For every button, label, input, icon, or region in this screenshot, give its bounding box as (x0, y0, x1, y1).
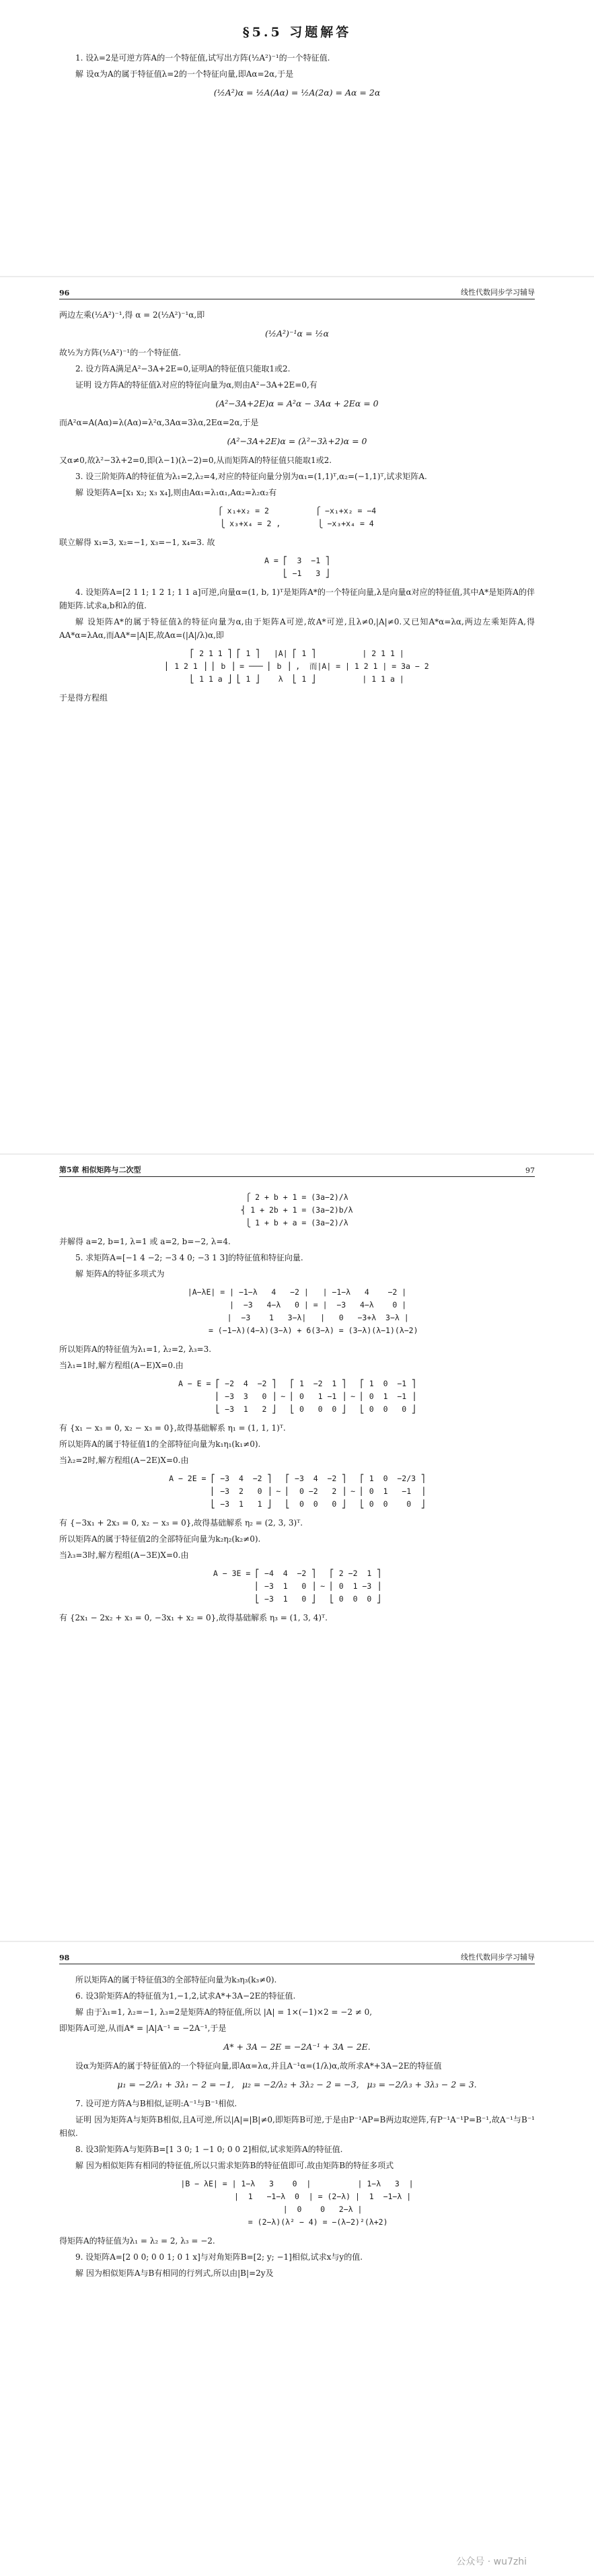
question-7: 7. 设可逆方阵A与B相似,证明:A⁻¹与B⁻¹相似. (75, 2099, 237, 2108)
solution-5: 解 矩阵A的特征多项式为 (75, 1269, 165, 1279)
question-3: 3. 设三阶矩阵A的特征值为λ₁=2,λ₂=4,对应的特征向量分别为α₁=(1,1)ᵀ,α₂=(−1,1)ᵀ,试求矩阵A. (75, 472, 427, 481)
equation: (A²−3A+2E)α = A²α − 3Aα + 2Eα = 0 (215, 398, 379, 408)
page-1 (0, 0, 594, 276)
equation: A* + 3A − 2E = −2A⁻¹ + 3A − 2E. (223, 2042, 371, 2052)
solution-9: 解 因为相似矩阵A与B有相同的行列式,所以由|B|=2y及 (75, 2268, 274, 2278)
page-2-content (59, 308, 535, 707)
text-line: 并解得 a=2, b=1, λ=1 或 a=2, b=−2, λ=4. (59, 1237, 231, 1246)
page-1-content (59, 22, 535, 105)
text-line: 当λ₁=1时,解方程组(A−E)X=0.由 (59, 1361, 184, 1370)
text-line: 又α≠0,故λ²−3λ+2=0,即(λ−1)(λ−2)=0,从而矩阵A的特征值只能取1或2. (59, 456, 332, 465)
question-8: 8. 设3阶矩阵A与矩阵B=[1 3 0; 1 −1 0; 0 0 2]相似,试求矩阵A的特征值. (75, 2145, 343, 2154)
determinant: |B − λE| = | 1−λ 3 0 | | 1−λ 3 | | 1 −1−λ 0 | = (2−λ) | 1 −1−λ | | 0 0 2−λ | = (2−λ)(λ² − 4) = −(λ−2)²(λ+2) (180, 2179, 414, 2227)
watermark: 公众号 · wu7zhi (456, 2556, 527, 2567)
text-line: 即矩阵A可逆,从而A* = |A|A⁻¹ = −2A⁻¹,于是 (59, 2024, 227, 2033)
page-2 (0, 277, 594, 1153)
book-title: 线性代数同步学习辅导 (461, 1953, 535, 1962)
proof-7: 证明 因为矩阵A与矩阵B相似,且A可逆,所以|A|=|B|≠0,即矩阵B可逆,于是由P⁻¹AP=B两边取逆阵,有P⁻¹A⁻¹P=B⁻¹,故A⁻¹与B⁻¹相似. (59, 2115, 535, 2138)
matrix-reduction: A − E = ⎡ −2 4 −2 ⎤ ⎡ 1 −2 1 ⎤ ⎡ 1 0 −1 ⎤ ⎢ −3 3 0 ⎥ ~ ⎢ 0 1 −1 ⎥ ~ ⎢ 0 1 −1 ⎥ ⎣ −3 1 2 ⎦ ⎣ 0 0 0 ⎦ ⎣ 0 0 0 ⎦ (178, 1379, 416, 1414)
page-3-content (59, 1186, 535, 1627)
text-line: 当λ₃=3时,解方程组(A−3E)X=0.由 (59, 1550, 189, 1560)
equation: μ₁ = −2/λ₁ + 3λ₁ − 2 = −1, μ₂ = −2/λ₂ + 3λ₂ − 2 = −3, μ₃ = −2/λ₃ + 3λ₃ − 2 = 3. (117, 2079, 477, 2089)
text-line: 有 {−3x₁ + 2x₃ = 0, x₂ − x₃ = 0},故得基础解系 η₂ = (2, 3, 3)ᵀ. (59, 1518, 303, 1528)
text-line: 所以矩阵A的属于特征值3的全部特征向量为k₃η₃(k₃≠0). (75, 1975, 277, 1984)
question-6: 6. 设3阶矩阵A的特征值为1,−1,2,试求A*+3A−2E的特征值. (75, 1991, 296, 2001)
page-number: 97 (525, 1166, 535, 1175)
question-5: 5. 求矩阵A=[−1 4 −2; −3 4 0; −3 1 3]的特征值和特征向量. (75, 1253, 303, 1262)
chapter-title: 第5章 相似矩阵与二次型 (59, 1166, 141, 1174)
matrix-reduction: A − 2E = ⎡ −3 4 −2 ⎤ ⎡ −3 4 −2 ⎤ ⎡ 1 0 −2/3 ⎤ ⎢ −3 2 0 ⎥ ~ ⎢ 0 −2 2 ⎥ ~ ⎢ 0 1 −1 ⎥ ⎣ −3 1 1 ⎦ ⎣ 0 0 0 ⎦ ⎣ 0 0 0 ⎦ (169, 1474, 425, 1509)
text-line: 两边左乘(½A²)⁻¹,得 α = 2(½A²)⁻¹α,即 (59, 310, 205, 320)
page-3 (0, 1155, 594, 1941)
section-title: §5.5 习题解答 (242, 25, 352, 40)
text-line: 设α为矩阵A的属于特征值λ的一个特征向量,即Aα=λα,并且A⁻¹α=(1/λ)α,故所求A*+3A−2E的特征值 (75, 2061, 442, 2071)
matrix: A = ⎡ 3 −1 ⎤ ⎣ −1 3 ⎦ (264, 556, 330, 578)
solution-4: 解 设矩阵A*的属于特征值λ的特征向量为α,由于矩阵A可逆,故A*可逆,且λ≠0,|A|≠0.又已知A*α=λα,两边左乘矩阵A,得AA*α=λAα,而AA*=|A|E,故Aα=(|A|/λ)α,即 (59, 617, 535, 640)
text-line: 联立解得 x₁=3, x₂=−1, x₃=−1, x₄=3. 故 (59, 538, 215, 547)
text-line: 所以矩阵A的属于特征值1的全部特征向量为k₁η₁(k₁≠0). (59, 1439, 261, 1449)
equation: (A²−3A+2E)α = (λ²−3λ+2)α = 0 (227, 436, 367, 446)
page-4 (0, 1942, 594, 2576)
equation-system: ⎧ 2 + b + 1 = (3a−2)/λ ⎨ 1 + 2b + 1 = (3a−2)b/λ ⎩ 1 + b + a = (3a−2)/λ (241, 1192, 353, 1227)
question-1: 1. 设λ=2是可逆方阵A的一个特征值,试写出方阵(½A²)⁻¹的一个特征值. (75, 53, 330, 63)
proof-2: 证明 设方阵A的特征值λ对应的特征向量为α,则由A²−3A+2E=0,有 (75, 380, 318, 390)
matrix-equation: ⎡ 2 1 1 ⎤ ⎡ 1 ⎤ |A| ⎡ 1 ⎤ | 2 1 1 | ⎢ 1 2 1 ⎥ ⎢ b ⎥ = ─── ⎢ b ⎥ , 而|A| = | 1 2 1 | = 3a − 2 ⎣ 1 1 a ⎦ ⎣ 1 ⎦ λ ⎣ 1 ⎦ | 1 1 a | (165, 649, 429, 684)
text-line: 有 {2x₁ − 2x₂ + x₃ = 0, −3x₁ + x₂ = 0},故得基础解系 η₃ = (1, 3, 4)ᵀ. (59, 1613, 328, 1622)
text-line: 故½为方阵(½A²)⁻¹的一个特征值. (59, 348, 182, 357)
characteristic-polynomial: |A−λE| = | −1−λ 4 −2 | | −1−λ 4 −2 | | −3 4−λ 0 | = | −3 4−λ 0 | | −3 1 3−λ| | 0 −3+λ 3−λ | = (−1−λ)(4−λ)(3−λ) + 6(3−λ) = (3−λ)(λ−1)(λ−2) (187, 1287, 418, 1335)
question-4: 4. 设矩阵A=[2 1 1; 1 2 1; 1 1 a]可逆,向量α=(1, b, 1)ᵀ是矩阵A*的一个特征向量,λ是向量α对应的特征值,其中A*是矩阵A的伴随矩阵.试求a,b和λ的值. (59, 587, 535, 610)
text-line: 得矩阵A的特征值为λ₁ = λ₂ = 2, λ₃ = −2. (59, 2236, 215, 2246)
text-line: 当λ₂=2时,解方程组(A−2E)X=0.由 (59, 1456, 189, 1465)
page-header (59, 1164, 535, 1177)
equation-system: ⎧ x₁+x₂ = 2 ⎧ −x₁+x₂ = −4 ⎩ x₃+x₄ = 2 , ⎩ −x₃+x₄ = 4 (217, 506, 377, 528)
text-line: 所以矩阵A的属于特征值2的全部特征向量为k₂η₂(k₂≠0). (59, 1534, 261, 1544)
page-4-content (59, 1973, 535, 2283)
book-title: 线性代数同步学习辅导 (461, 288, 535, 297)
question-9: 9. 设矩阵A=[2 0 0; 0 0 1; 0 1 x]与对角矩阵B=[2; y; −1]相似,试求x与y的值. (75, 2252, 363, 2262)
equation: (½A²)α = ½A(Aα) = ½A(2α) = Aα = 2α (213, 87, 381, 98)
matrix-reduction: A − 3E = ⎡ −4 4 −2 ⎤ ⎡ 2 −2 1 ⎤ ⎢ −3 1 0 ⎥ ~ ⎢ 0 1 −3 ⎥ ⎣ −3 1 0 ⎦ ⎣ 0 0 0 ⎦ (213, 1569, 381, 1604)
text-line: 有 {x₁ − x₃ = 0, x₂ − x₃ = 0},故得基础解系 η₁ = (1, 1, 1)ᵀ. (59, 1423, 286, 1433)
page-number: 96 (59, 289, 70, 297)
text-line: 而A²α=A(Aα)=λ(Aα)=λ²α,3Aα=3λα,2Eα=2α,于是 (59, 418, 259, 427)
page-number: 98 (59, 1954, 70, 1962)
page-header (59, 287, 535, 299)
solution-8: 解 因为相似矩阵有相同的特征值,所以只需求矩阵B的特征值即可.故由矩阵B的特征多项式 (75, 2161, 394, 2170)
text-line: 所以矩阵A的特征值为λ₁=1, λ₂=2, λ₃=3. (59, 1345, 212, 1354)
solution-3: 解 设矩阵A=[x₁ x₂; x₃ x₄],则由Aα₁=λ₁α₁,Aα₂=λ₂α₂有 (75, 488, 277, 497)
solution-6: 解 由于λ₁=1, λ₂=−1, λ₃=2是矩阵A的特征值,所以 |A| = 1×(−1)×2 = −2 ≠ 0, (75, 2007, 373, 2017)
text-line: 于是得方程组 (59, 693, 108, 703)
equation: (½A²)⁻¹α = ½α (265, 328, 329, 338)
question-2: 2. 设方阵A满足A²−3A+2E=0,证明A的特征值只能取1或2. (75, 364, 291, 373)
page-header (59, 1952, 535, 1964)
solution-1: 解 设α为A的属于特征值λ=2的一个特征向量,即Aα=2α,于是 (75, 69, 294, 79)
